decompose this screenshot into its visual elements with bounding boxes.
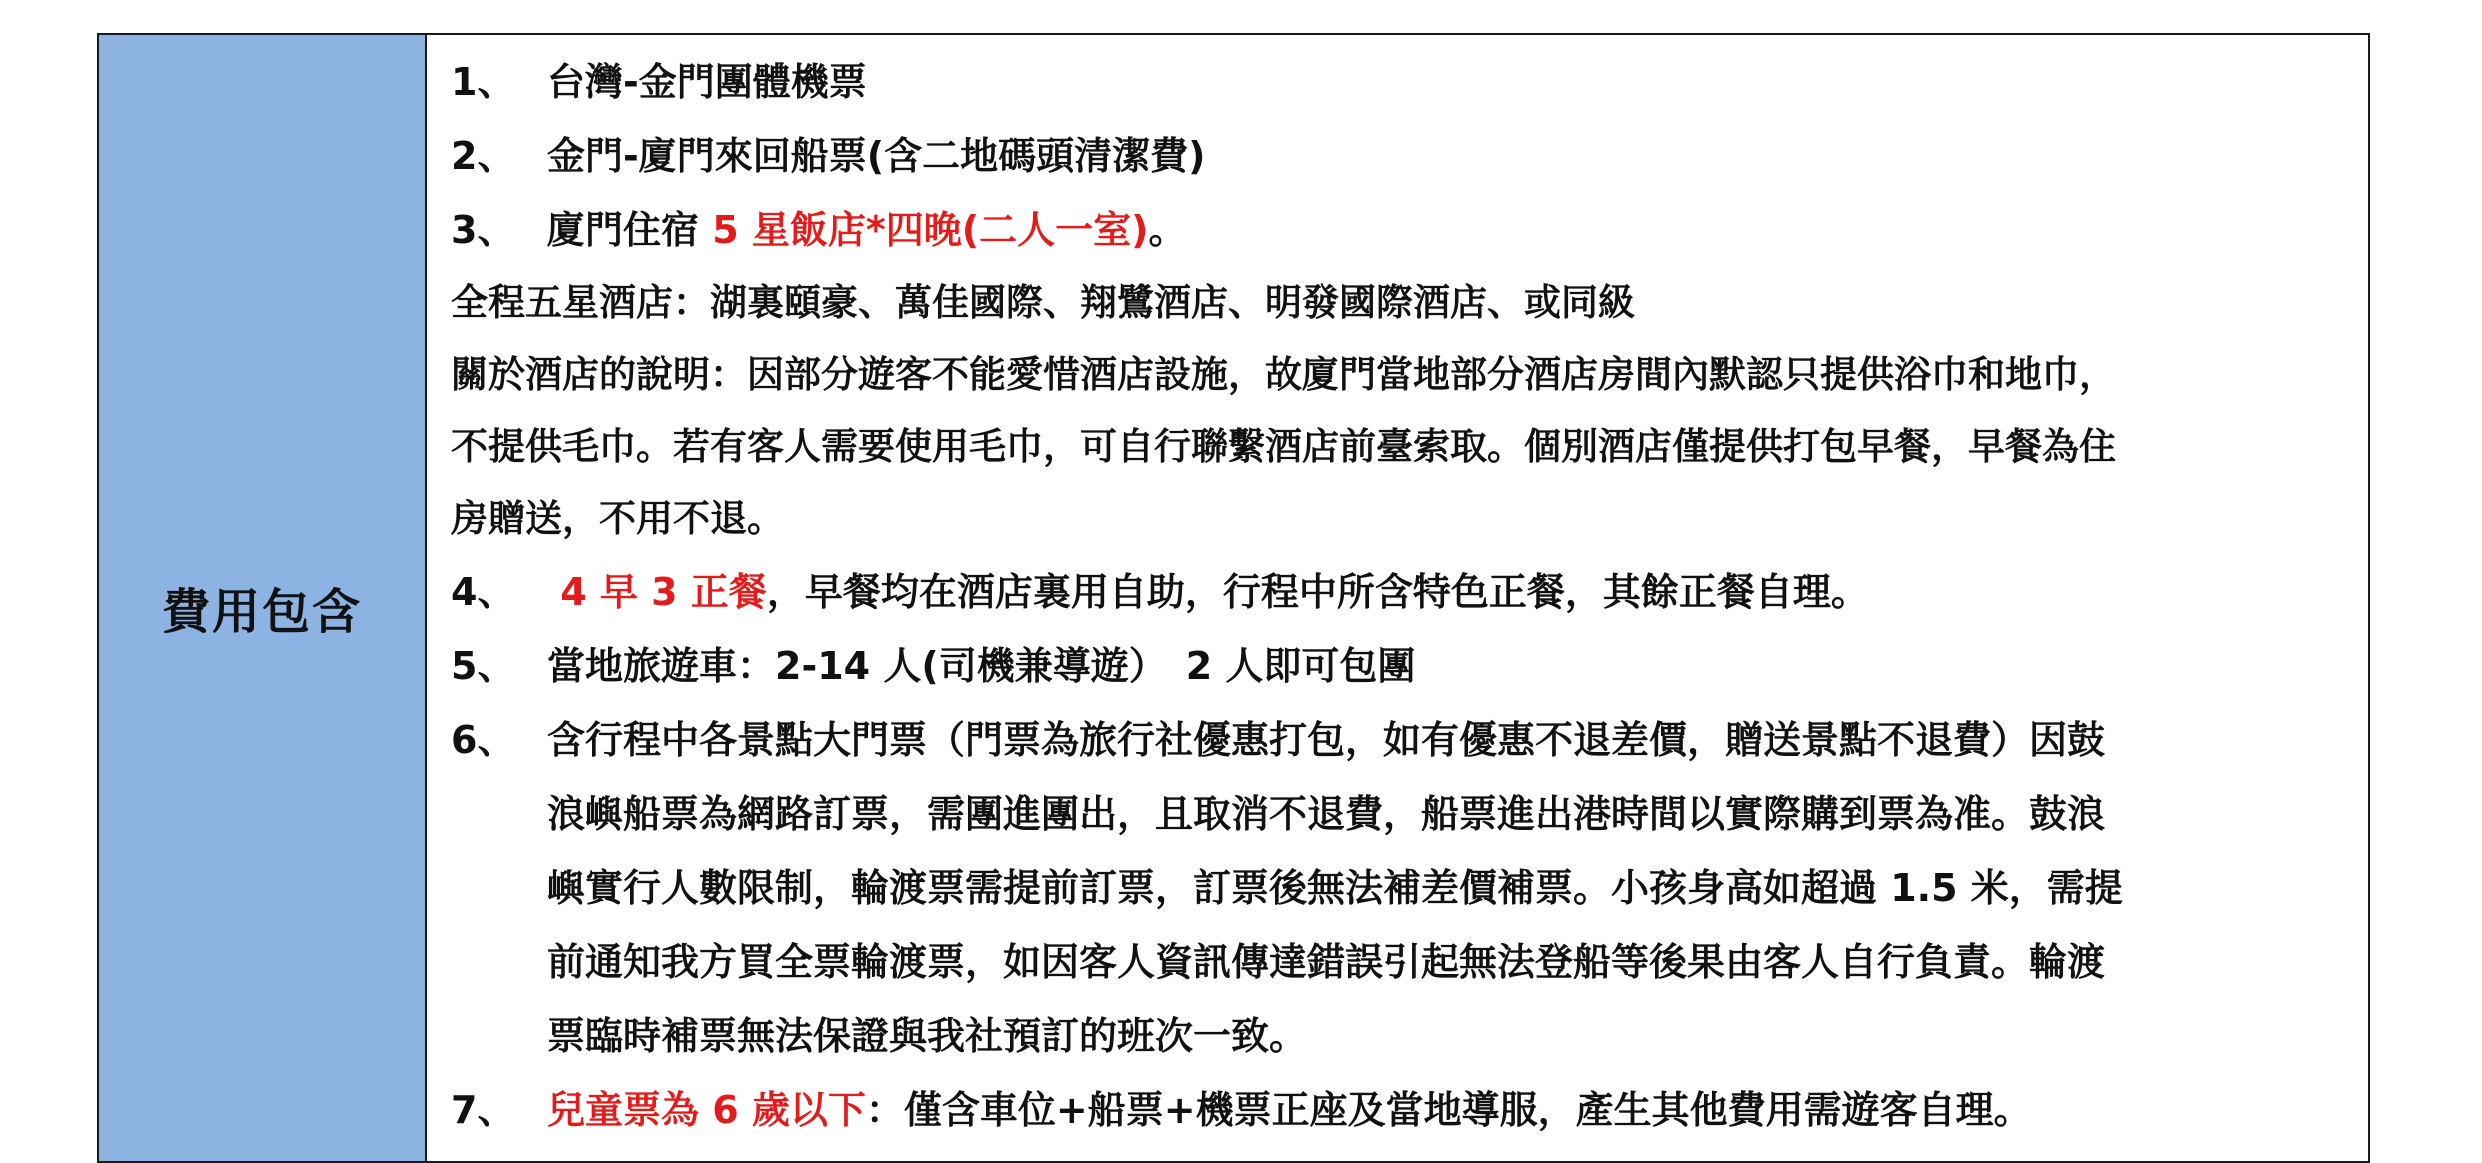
item-text: 金門-廈門來回船票(含二地碼頭清潔費) — [547, 134, 1206, 178]
highlight-text: 5 星飯店*四晚(二人一室) — [712, 208, 1149, 252]
list-item — [451, 1073, 2328, 1147]
list-item — [451, 555, 2328, 629]
label-cell — [99, 35, 427, 1161]
item-number: 2、 — [451, 134, 516, 178]
item-number: 4、 — [451, 570, 516, 614]
item-number: 1、 — [451, 60, 516, 104]
list-item-continuation: 票臨時補票無法保證與我社預訂的班次一致。 — [547, 1014, 1308, 1058]
hotel-note-line: 關於酒店的說明：因部分遊客不能愛惜酒店設施，故廈門當地部分酒店房間內默認只提供浴巾和地巾， — [451, 353, 2116, 396]
item-number: 7、 — [451, 1088, 516, 1132]
hotel-list: 全程五星酒店：湖裏頤豪、萬佳國際、翔鷺酒店、明發國際酒店、或同級 — [451, 281, 1635, 324]
list-item — [451, 193, 2328, 267]
item-text: ，早餐均在酒店裏用自助，行程中所含特色正餐，其餘正餐自理。 — [766, 570, 1869, 614]
fee-included-label: 費用包含 — [161, 583, 362, 640]
content-cell — [427, 35, 2368, 1161]
list-item — [451, 703, 2328, 777]
list-item — [451, 629, 2328, 703]
item-number: 3、 — [451, 208, 516, 252]
item-text: 當地旅遊車：2-14 人(司機兼導遊） 2 人即可包團 — [547, 644, 1416, 688]
list-item — [451, 119, 2328, 193]
list-item-continuation: 前通知我方買全票輪渡票，如因客人資訊傳達錯誤引起無法登船等後果由客人自行負責。輪渡 — [547, 940, 2106, 984]
highlight-text: 4 早 3 正餐 — [547, 570, 767, 614]
item-text: ：僅含車位+船票+機票正座及當地導服，產生其他費用需遊客自理。 — [865, 1088, 2032, 1132]
fee-inclusion-table — [97, 33, 2370, 1163]
list-item-continuation: 嶼實行人數限制，輪渡票需提前訂票，訂票後無法補差價補票。小孩身高如超過 1.5 米，需提 — [547, 866, 2123, 910]
item-text: 含行程中各景點大門票（門票為旅行社優惠打包，如有優惠不退差價，贈送景點不退費）因鼓 — [547, 718, 2106, 762]
item-number: 5、 — [451, 644, 516, 688]
item-text: 廈門住宿 — [547, 208, 713, 252]
item-text: 。 — [1148, 208, 1187, 252]
item-text: 台灣-金門團體機票 — [547, 60, 867, 104]
hotel-note-line: 不提供毛巾。若有客人需要使用毛巾，可自行聯繫酒店前臺索取。個別酒店僅提供打包早餐，早餐為住 — [451, 425, 2116, 468]
list-item — [451, 45, 2328, 119]
hotel-note-line: 房贈送，不用不退。 — [451, 497, 784, 540]
item-number: 6、 — [451, 718, 516, 762]
highlight-text: 兒童票為 6 歲以下 — [547, 1088, 866, 1132]
list-item-continuation: 浪嶼船票為網路訂票，需團進團出，且取消不退費，船票進出港時間以實際購到票為准。鼓浪 — [547, 792, 2106, 836]
